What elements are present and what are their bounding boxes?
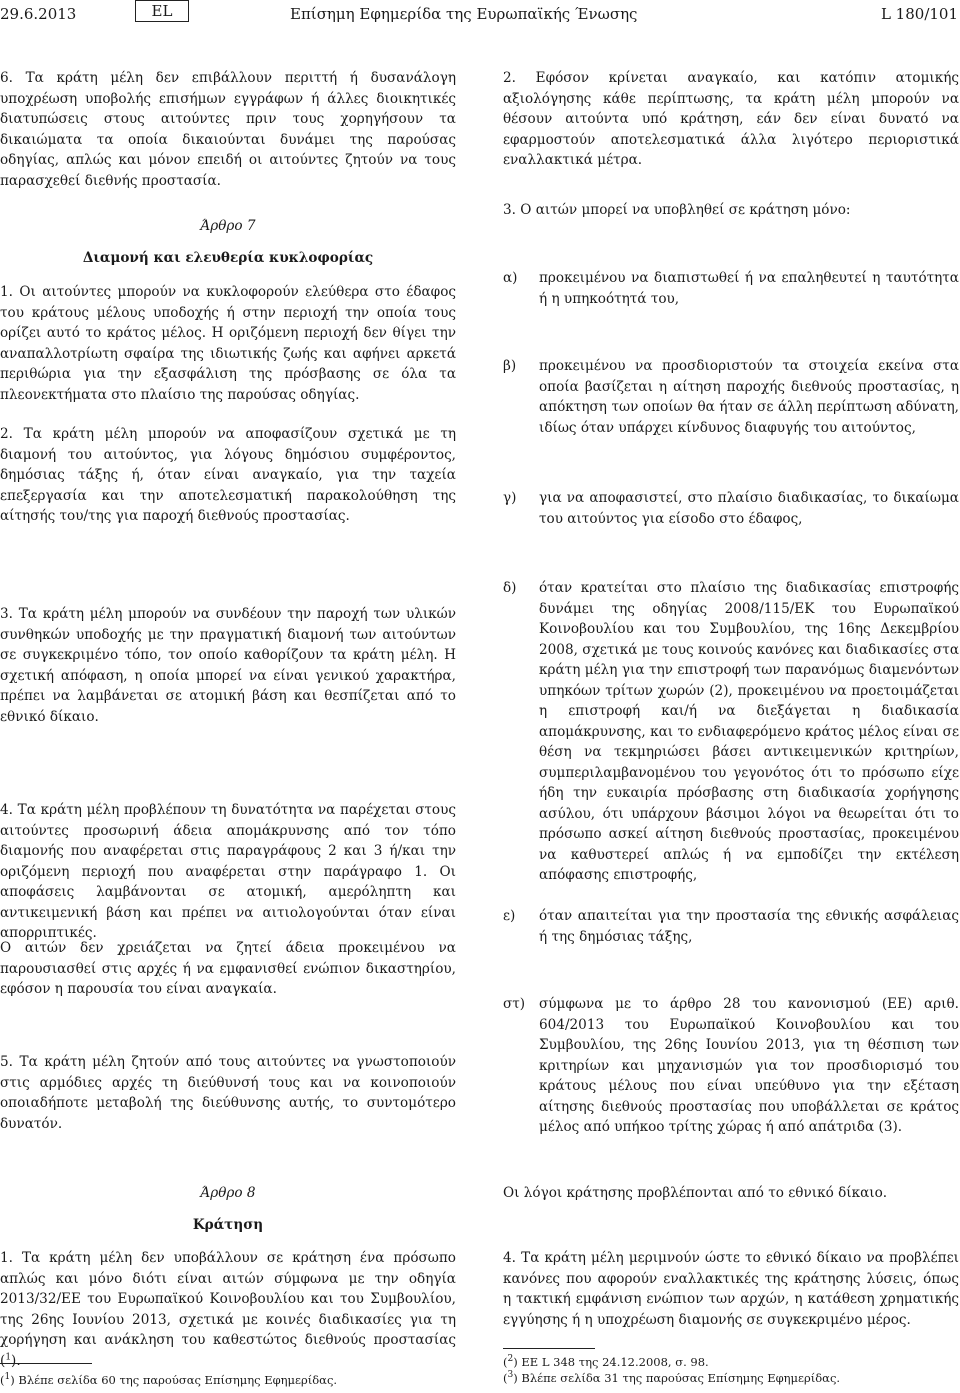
article-7-number: Άρθρο 7: [200, 218, 256, 234]
article-8-paragraph-1-text: 1. Τα κράτη μέλη δεν υποβάλλουν σε κράτηση ένα πρόσωπο απλώς και μόνο διότι είναι αιτών σύμφωνα με την οδηγία 2013/32/ΕΕ του Ευρωπαϊκού Κοινοβουλίου και του Συμβουλίου, της 26ης Ιουνίου 2013, σχετικά με κοινές διαδικασίες για τη χορήγηση και ανάκληση του καθεστώτος διεθνούς προστασίας (: [0, 1250, 456, 1369]
list-item-text: προκειμένου να διαπιστωθεί ή να επαληθευτεί η ταυτότητα ή η υπηκοότητά του,: [539, 270, 959, 307]
footnote-1-text: Βλέπε σελίδα 60 της παρούσας Επίσημης Εφημερίδας.: [18, 1373, 338, 1387]
list-item-c: [503, 488, 959, 529]
list-item-label: δ): [503, 580, 517, 596]
list-item-text: για να αποφασιστεί, στο πλαίσιο διαδικασίας, το δικαίωμα του αιτούντος για είσοδο στο έδαφος,: [539, 490, 959, 527]
article-8-paragraph-1: [0, 1248, 456, 1371]
article-8-paragraph-2: 2. Εφόσον κρίνεται αναγκαίο, και κατόπιν ατομικής αξιολόγησης κάθε περίπτωσης, τα κράτη μέλη μπορούν να θέσουν αιτούντα υπό κράτηση, εάν δεν είναι δυνατό να εφαρμοστούν αποτελεσματικά άλλα λιγότερο περιοριστικά εναλλακτικά μέτρα.: [503, 70, 959, 168]
footnote-rule-right: [503, 1348, 595, 1349]
footnote-3: ($^3$) Βλέπε σελίδα 31 της παρούσας Επίσημης Εφημερίδας.: [503, 1370, 841, 1385]
article-8-title: Κράτηση: [192, 1217, 264, 1233]
article-8-paragraph-4: 4. Τα κράτη μέλη μεριμνούν ώστε το εθνικό δίκαιο να προβλέπει κανόνες που αφορούν εναλλακτικές της κράτησης λύσεις, όπως η τακτική εμφάνιση ενώπιον των αρχών, η κατάθεση χρηματικής εγγύησης ή η υποχρέωση διαμονής σε συγκεκριμένο μέρος.: [503, 1250, 959, 1328]
footnote-1: ($^1$) Βλέπε σελίδα 60 της παρούσας Επίσημης Εφημερίδας.: [0, 1372, 338, 1387]
footnote-ref-1[interactable]: 1: [5, 1351, 12, 1362]
detention-grounds-sentence: Οι λόγοι κράτησης προβλέπονται από το εθνικό δίκαιο.: [503, 1185, 888, 1201]
language-code-box: EL: [135, 0, 189, 22]
footnote-3-text: Βλέπε σελίδα 31 της παρούσας Επίσημης Εφημερίδας.: [521, 1371, 841, 1385]
article-7-paragraph-2: 2. Τα κράτη μέλη μπορούν να αποφασίζουν σχετικά με τη διαμονή του αιτούντος, για λόγους δημόσιου συμφέροντος, δημόσιας τάξης ή, όταν είναι αναγκαίο, για την ταχεία επεξεργασία και την αποτελεσματική παρακολούθηση της αίτησής του/της για παροχή διεθνούς προστασίας.: [0, 426, 456, 524]
footnote-3-number: 3: [507, 1370, 514, 1381]
article-7-paragraph-5: 5. Τα κράτη μέλη ζητούν από τους αιτούντες να γνωστοποιούν στις αρμόδιες αρχές τη διεύθυνσή τους και να κοινοποιούν οποιαδήποτε μεταβολή της διεύθυνσης αυτής, το συντομότερο δυνατόν.: [0, 1054, 456, 1132]
footnote-2: ($^2$) ΕΕ L 348 της 24.12.2008, σ. 98.: [503, 1354, 709, 1369]
article-8-number: Άρθρο 8: [200, 1185, 256, 1201]
article-7-paragraph-3: 3. Τα κράτη μέλη μπορούν να συνδέουν την παροχή των υλικών συνθηκών υποδοχής με την πραγματική διαμονή των αιτούντων σε συγκεκριμένο τόπο, τον οποίο καθορίζουν τα κράτη μέλη. Η σχετική απόφαση, η οποία μπορεί να είναι γενικού χαρακτήρα, πρέπει να λαμβάνεται σε ατομική βάση και θεσπίζεται από το εθνικό δίκαιο.: [0, 606, 456, 725]
article-7-paragraph-4: 4. Τα κράτη μέλη προβλέπουν τη δυνατότητα να παρέχεται στους αιτούντες προσωρινή άδεια απομάκρυνσης από τον τόπο διαμονής που αναφέρεται στις παραγράφους 2 και 3 ή/και την οριζόμενη περιοχή που αναφέρεται στην παράγραφο 1. Οι αποφάσεις λαμβάνονται σε ατομική, αμερόληπτη και αντικειμενική βάση και πρέπει να αιτιολογούνται όταν είναι απορριπτικές.: [0, 802, 456, 941]
list-item-d: [503, 578, 959, 886]
page-header: [0, 0, 960, 40]
list-item-label: ε): [503, 908, 516, 924]
footnote-2-text: ΕΕ L 348 της 24.12.2008, σ. 98.: [521, 1355, 709, 1369]
list-item-label: α): [503, 270, 518, 286]
list-item-label: β): [503, 358, 517, 374]
list-item-f: [503, 994, 959, 1138]
paragraph-6: 6. Τα κράτη μέλη δεν επιβάλλουν περιττή ή δυσανάλογη υποχρέωση υποβολής επισήμων εγγράφων ή άλλες διοικητικές διατυπώσεις στους αιτούντες πριν τους χορηγήσουν τα δικαιώματα τα οποία δικαιούνται δυνάμει της παρούσας οδηγίας, απλώς και μόνον επειδή οι αιτούντες ζητούν να τους παρασχεθεί διεθνής προστασία.: [0, 70, 456, 189]
list-item-label: γ): [503, 490, 517, 506]
footnote-2-number: 2: [507, 1354, 514, 1365]
list-item-a: [503, 268, 959, 309]
footnote-rule-left: [0, 1363, 92, 1364]
journal-title: Επίσημη Εφημερίδα της Ευρωπαϊκής Ένωσης: [290, 5, 638, 23]
article-7-title: Διαμονή και ελευθερία κυκλοφορίας: [82, 250, 374, 266]
article-7-paragraph-1: 1. Οι αιτούντες μπορούν να κυκλοφορούν ελεύθερα στο έδαφος του κράτους μέλους υποδοχής ή στην περιοχή την οποία τους ορίζει αυτό το κράτος μέλος. Η οριζόμενη περιοχή δεν θίγει την αναπαλλοτρίωτη σφαίρα της ιδιωτικής ζωής και αφήνει αρκετά περιθώρια για την εξασφάλιση της πρόσβασης σε όλα τα πλεονεκτήματα στο πλαίσιο της παρούσας οδηγίας.: [0, 284, 456, 403]
list-item-label: στ): [503, 996, 526, 1012]
article-8-paragraph-3: 3. Ο αιτών μπορεί να υποβληθεί σε κράτηση μόνο:: [503, 202, 851, 218]
list-item-text: προκειμένου να προσδιοριστούν τα στοιχεία εκείνα στα οποία βασίζεται η αίτηση παροχής διεθνούς προστασίας, η απόκτηση των οποίων θα ήταν σε άλλη περίπτωση αδύνατη, ιδίως όταν υπάρχει κίνδυνος διαφυγής του αιτούντος,: [539, 358, 959, 436]
list-item-b: [503, 356, 959, 438]
footnote-1-number: 1: [4, 1372, 11, 1383]
article-8-paragraph-1-end: ).: [11, 1352, 21, 1369]
list-item-text: όταν κρατείται στο πλαίσιο της διαδικασίας επιστροφής δυνάμει της οδηγίας 2008/115/ΕΚ του Ευρωπαϊκού Κοινοβουλίου και του Συμβουλίου, της 16ης Δεκεμβρίου 2008, σχετικά με τους κοινούς κανόνες και διαδικασίες στα κράτη μέλη για την επιστροφή των παρανόμως διαμενόντων υπηκόων τρίτων χωρών (2), προκειμένου να προετοιμάζεται η επιστροφή και/ή να διεξάγεται η διαδικασία απομάκρυνσης, και το ενδιαφερόμενο κράτος μέλος είναι σε θέση να τεκμηριώσει βάσει αντικειμενικών κριτηρίων, συμπεριλαμβανομένου του γεγονότος ότι το πρόσωπο είχε ήδη την ευκαιρία πρόσβασης στη διαδικασία χορήγησης ασύλου, ότι υπάρχουν βάσιμοι λόγοι να θεωρείται ότι το πρόσωπο ασκεί αίτηση διεθνούς προστασίας, προκειμένου να καθυστερεί απλώς ή να εμποδίζει την εκτέλεση απόφασης επιστροφής,: [539, 580, 959, 883]
list-item-text: σύμφωνα με το άρθρο 28 του κανονισμού (ΕΕ) αριθ. 604/2013 του Ευρωπαϊκού Κοινοβουλίου και του Συμβουλίου, της 26ης Ιουνίου 2013, για τη θέσπιση των κριτηρίων και μηχανισμών για τον προσδιορισμό του κράτους μέλους που είναι υπεύθυνο για την εξέταση αίτησης διεθνούς προστασίας που υποβάλλεται σε κράτος μέλος από υπήκοο τρίτης χώρας ή από απάτριδα (3).: [539, 996, 959, 1135]
header-date: 29.6.2013: [0, 5, 77, 23]
list-item-e: [503, 906, 959, 947]
article-7-paragraph-4-cont: Ο αιτών δεν χρειάζεται να ζητεί άδεια προκειμένου να παρουσιασθεί στις αρχές ή να εμφανισθεί ενώπιον δικαστηρίου, εφόσον η παρουσία του είναι αναγκαία.: [0, 940, 456, 997]
journal-reference: L 180/101: [880, 5, 958, 23]
list-item-text: όταν απαιτείται για την προστασία της εθνικής ασφάλειας ή της δημόσιας τάξης,: [539, 908, 959, 945]
